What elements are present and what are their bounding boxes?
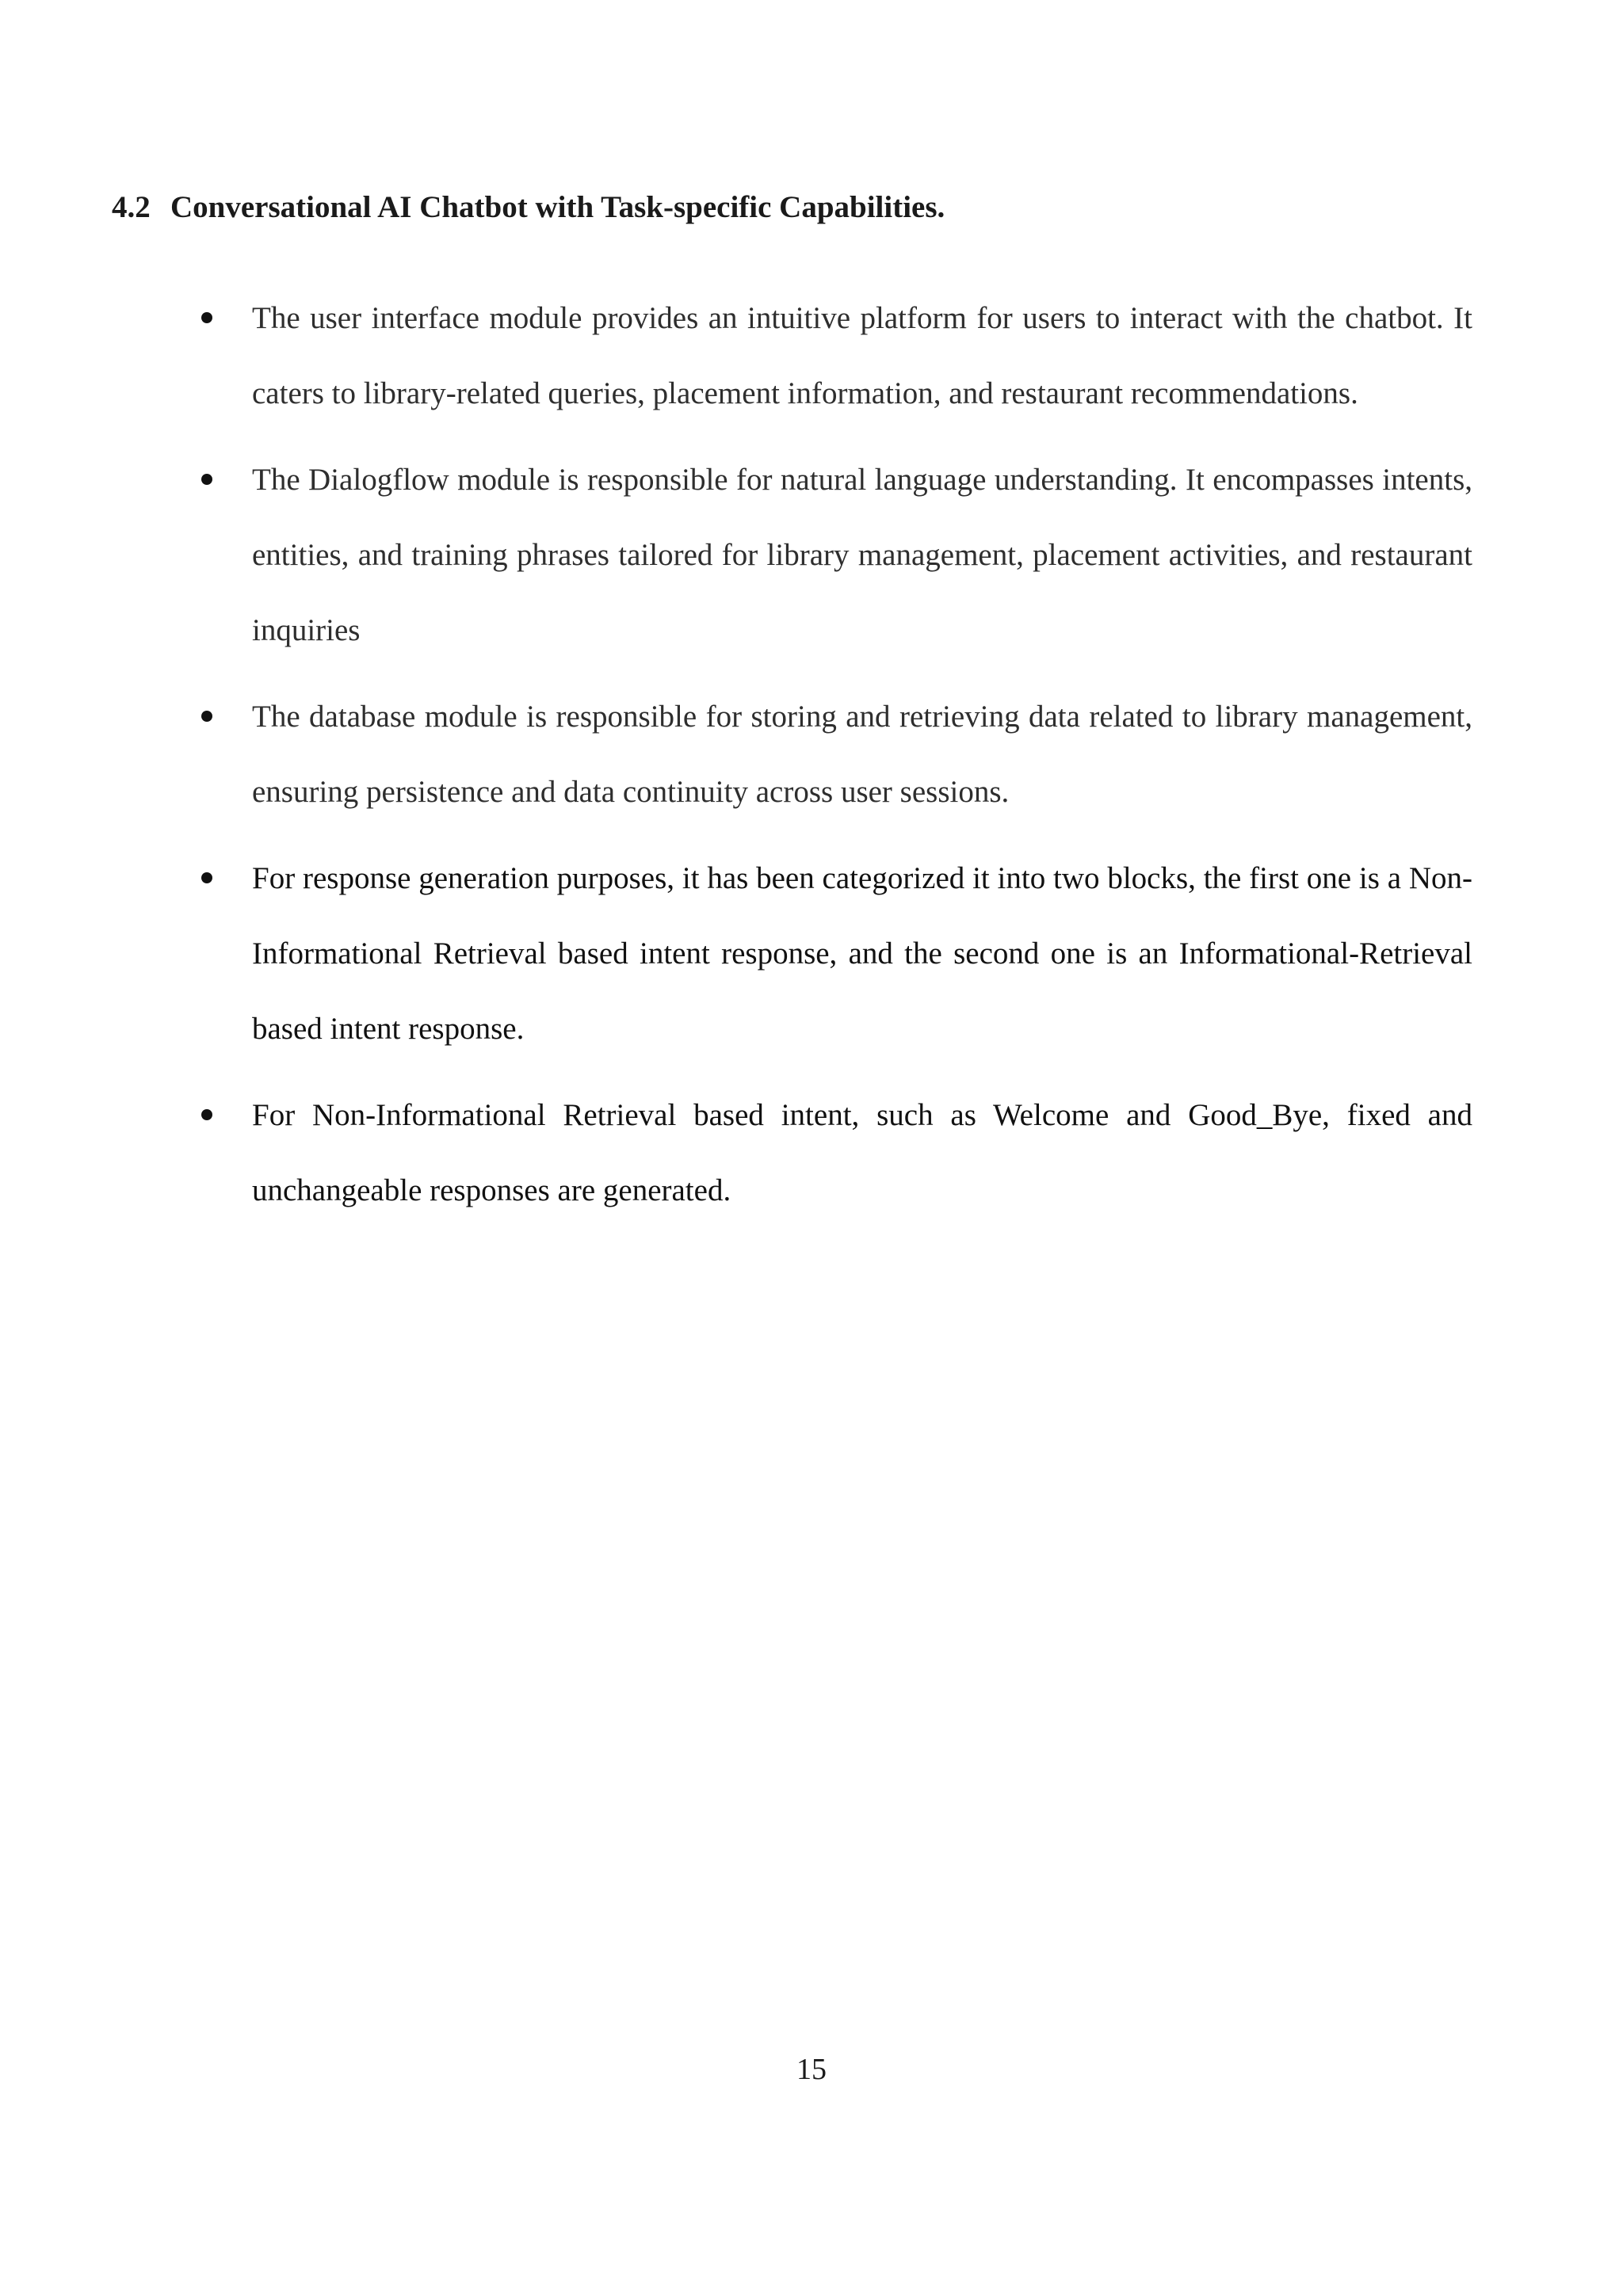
- section-title: Conversational AI Chatbot with Task-specific Capabilities.: [170, 190, 945, 224]
- bullet-list: [252, 280, 1472, 1239]
- list-item: [252, 280, 1472, 431]
- bullet-marker: [201, 312, 212, 323]
- section-number: 4.2: [112, 190, 151, 224]
- bullet-marker: [201, 711, 212, 722]
- bullet-marker: [201, 1109, 212, 1120]
- bullet-marker: [201, 872, 212, 883]
- page-number: 15: [796, 2053, 827, 2086]
- list-item: [252, 679, 1472, 830]
- list-item: [252, 1077, 1472, 1228]
- bullet-text: For Non-Informational Retrieval based intent, such as Welcome and Good_Bye, fixed and unchangeable responses are generated.: [252, 1098, 1472, 1207]
- bullet-marker: [201, 474, 212, 485]
- bullet-text: The Dialogflow module is responsible for natural language understanding. It encompasses intents, entities, and training phrases tailored for library management, placement activities, and restaurant inquiries: [252, 463, 1472, 647]
- section-heading: [112, 187, 945, 228]
- list-item: [252, 442, 1472, 668]
- bullet-text: The user interface module provides an intuitive platform for users to interact with the chatbot. It caters to library-related queries, placement information, and restaurant recommendations.: [252, 301, 1472, 410]
- bullet-text: For response generation purposes, it has been categorized it into two blocks, the first one is a Non-Informational Retrieval based intent response, and the second one is an Informational-Retrieval based intent response.: [252, 861, 1472, 1046]
- bullet-text: The database module is responsible for storing and retrieving data related to library management, ensuring persistence and data continuity across user sessions.: [252, 700, 1472, 809]
- list-item: [252, 841, 1472, 1066]
